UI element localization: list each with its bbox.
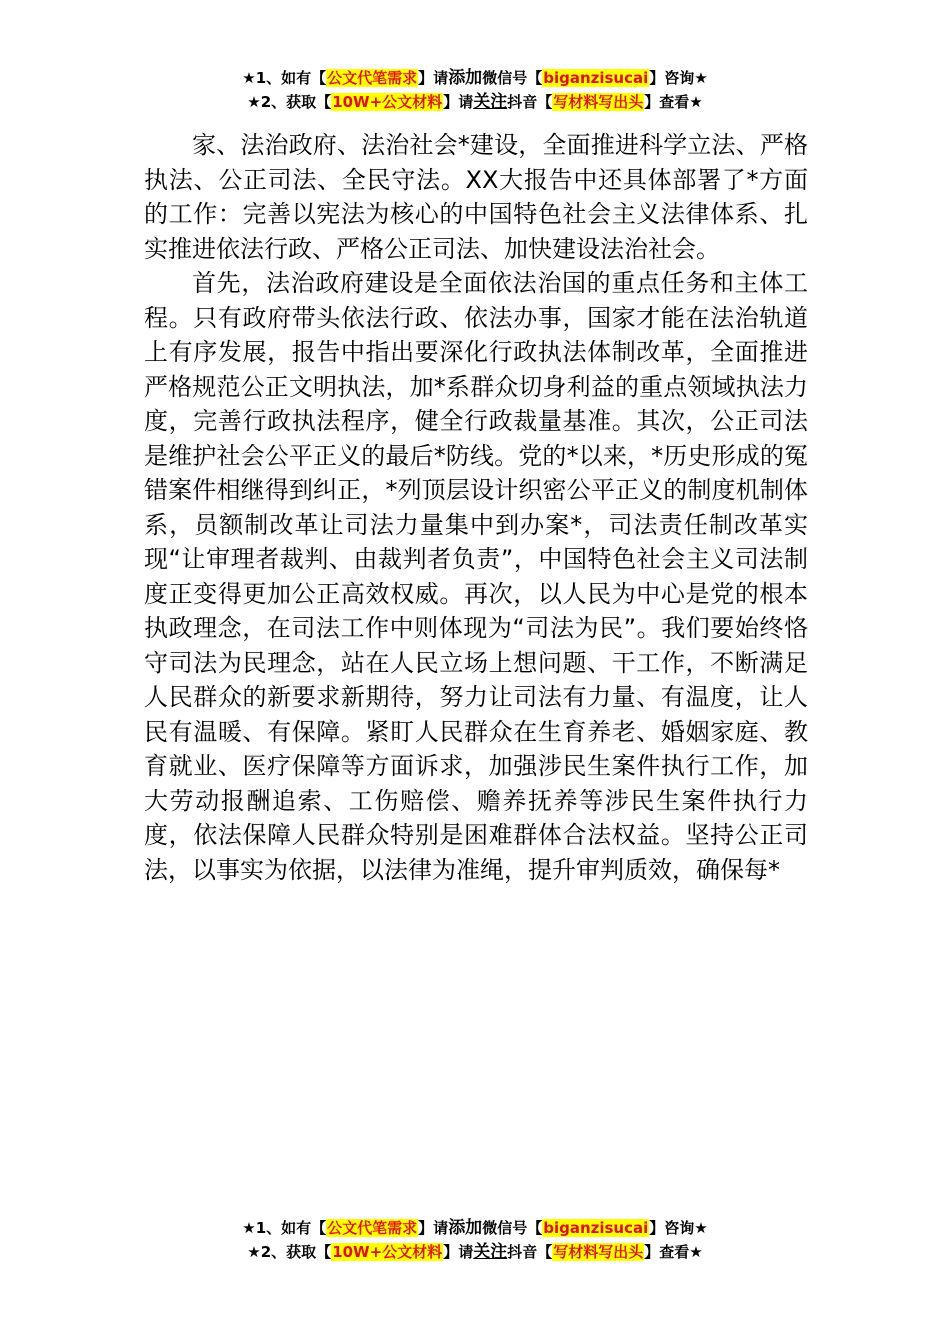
banner-text: 】咨询★ xyxy=(649,69,708,87)
highlight-wechat-id: biganzisucai xyxy=(543,1219,649,1237)
highlight-wechat-id: biganzisucai xyxy=(543,69,649,87)
banner-text: ★1、如有【 xyxy=(242,69,327,87)
banner-emphasis: 关注 xyxy=(473,1242,508,1262)
banner-text: 抖音【 xyxy=(507,93,553,111)
highlight-materials: 10W+公文材料 xyxy=(332,93,443,111)
banner-emphasis: 添加 xyxy=(448,1218,483,1238)
highlight-douyin-account: 写材料写出头 xyxy=(553,1243,644,1261)
banner-text: 】请 xyxy=(418,1219,449,1237)
banner-text: 】请 xyxy=(443,93,474,111)
banner-text: 抖音【 xyxy=(507,1243,553,1261)
banner-text: 微信号【 xyxy=(482,69,543,87)
banner-emphasis: 添加 xyxy=(448,68,483,88)
banner-emphasis: 关注 xyxy=(473,92,508,112)
banner-line-1 xyxy=(0,66,950,90)
document-body xyxy=(144,128,808,887)
banner-line-2 xyxy=(0,90,950,114)
banner-line-2 xyxy=(0,1240,950,1264)
footer-banner xyxy=(0,1216,950,1264)
highlight-materials: 10W+公文材料 xyxy=(332,1243,443,1261)
highlight-service: 公文代笔需求 xyxy=(327,1219,418,1237)
banner-text: 微信号【 xyxy=(482,1219,543,1237)
banner-text: ★2、获取【 xyxy=(247,1243,332,1261)
banner-text: 】查看★ xyxy=(644,1243,703,1261)
banner-line-1 xyxy=(0,1216,950,1240)
header-banner xyxy=(0,66,950,114)
banner-text: ★2、获取【 xyxy=(247,93,332,111)
paragraph: 家、法治政府、法治社会*建设，全面推进科学立法、严格执法、公正司法、全民守法。XX大报告中还具体部署了*方面的工作：完善以宪法为核心的中国特色社会主义法律体系、扎实推进依法行政、严格公正司法、加快建设法治社会。 xyxy=(144,131,808,263)
paragraph: 首先，法治政府建设是全面依法治国的重点任务和主体工程。只有政府带头依法行政、依法办事，国家才能在法治轨道上有序发展，报告中指出要深化行政执法体制改革，全面推进严格规范公正文明执法，加*系群众切身利益的重点领域执法力度，完善行政执法程序，健全行政裁量基准。其次，公正司法是维护社会公平正义的最后*防线。党的*以来，*历史形成的冤错案件相继得到纠正，*列顶层设计织密公平正义的制度机制体系，员额制改革让司法力量集中到办案*，司法责任制改革实现“让审理者裁判、由裁判者负责”，中国特色社会主义司法制度正变得更加公正高效权威。再次，以人民为中心是党的根本执政理念，在司法工作中则体现为“司法为民”。我们要始终恪守司法为民理念，站在人民立场上想问题、干工作，不断满足人民群众的新要求新期待，努力让司法有力量、有温度，让人民有温暖、有保障。紧盯人民群众在生育养老、婚姻家庭、教育就业、医疗保障等方面诉求，加强涉民生案件执行工作，加大劳动报酬追索、工伤赔偿、赡养抚养等涉民生案件执行力度，依法保障人民群众特别是困难群体合法权益。坚持公正司法，以事实为依据，以法律为准绳，提升审判质效，确保每* xyxy=(144,269,808,884)
highlight-service: 公文代笔需求 xyxy=(327,69,418,87)
banner-text: 】请 xyxy=(418,69,449,87)
banner-text: 】查看★ xyxy=(644,93,703,111)
banner-text: 】咨询★ xyxy=(649,1219,708,1237)
banner-text: 】请 xyxy=(443,1243,474,1261)
banner-text: ★1、如有【 xyxy=(242,1219,327,1237)
highlight-douyin-account: 写材料写出头 xyxy=(553,93,644,111)
